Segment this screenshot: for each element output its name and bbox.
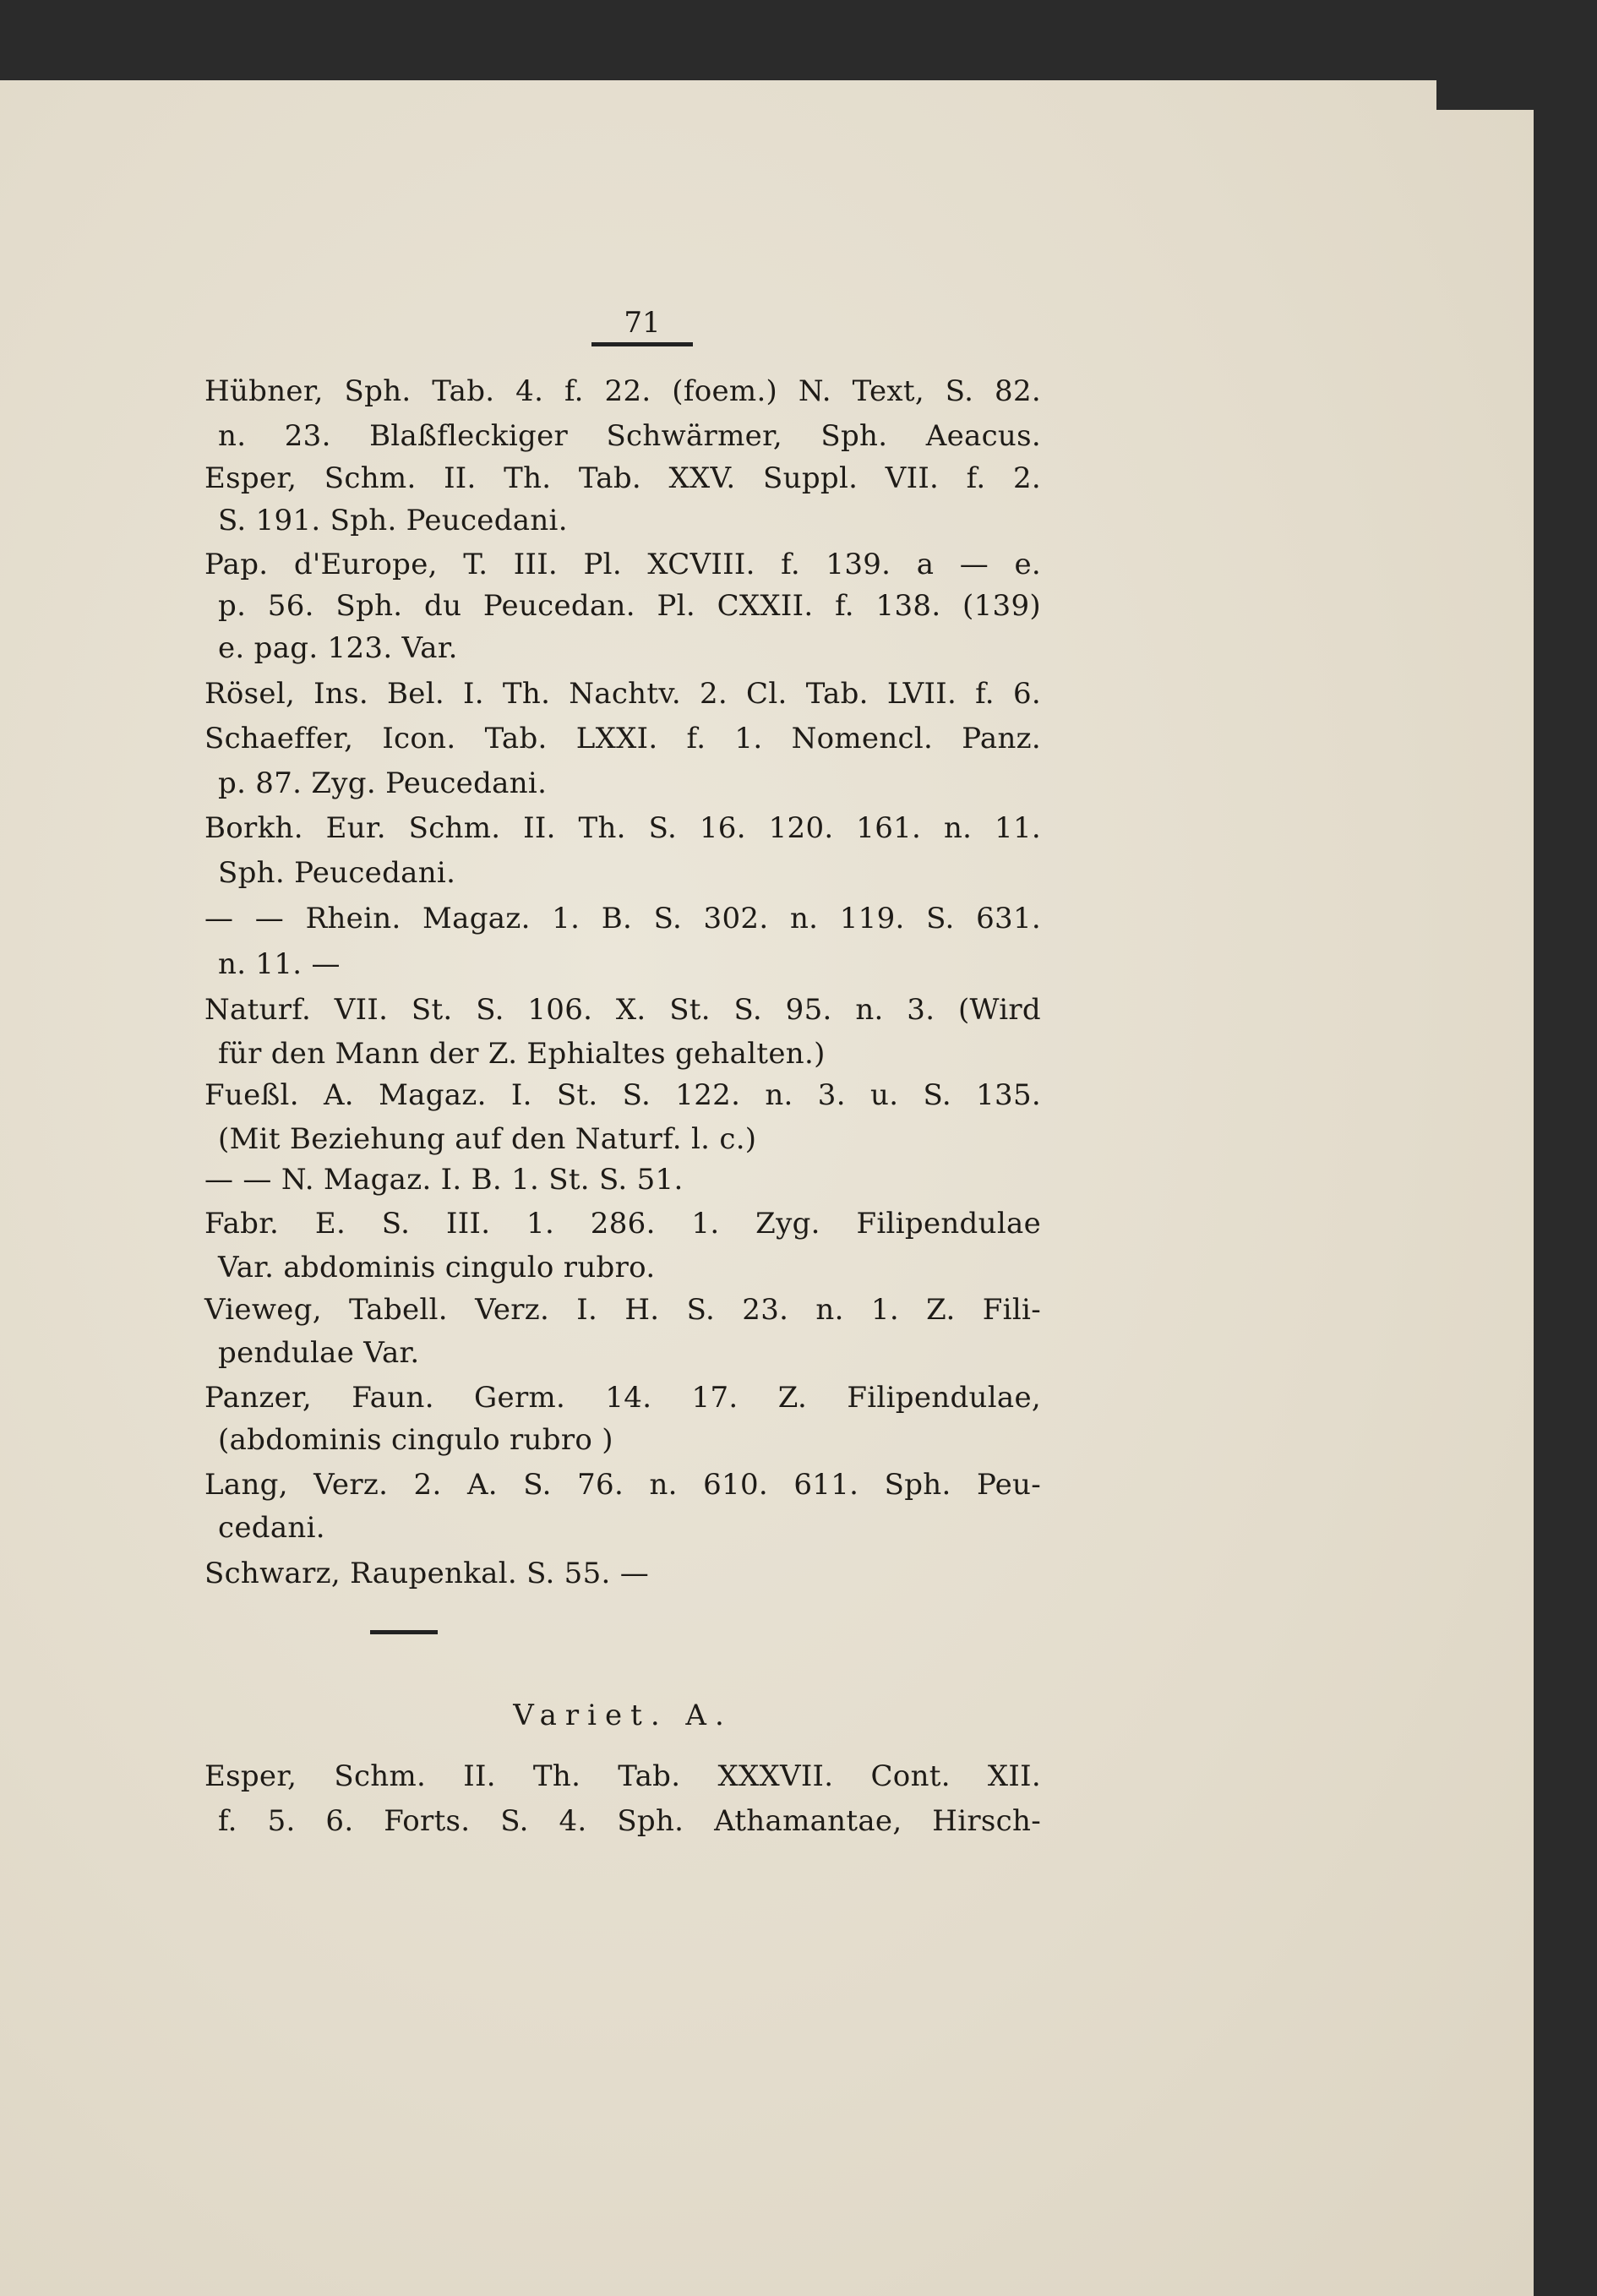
text-line: Panzer, Faun. Germ. 14. 17. Z. Filipendulae, xyxy=(204,1381,1041,1415)
text-line: e. pag. 123. Var. xyxy=(218,631,458,665)
section-heading: Variet. A. xyxy=(513,1699,733,1732)
text-line: cedani. xyxy=(218,1511,325,1545)
text-line: Fueßl. A. Magaz. I. St. S. 122. n. 3. u. S. 135. xyxy=(204,1078,1041,1112)
text-line: (Mit Beziehung auf den Naturf. l. c.) xyxy=(218,1122,757,1156)
text-line: p. 56. Sph. du Peucedan. Pl. CXXII. f. 138. (139) xyxy=(218,589,1041,623)
text-line: — — Rhein. Magaz. 1. B. S. 302. n. 119. S. 631. xyxy=(204,902,1041,935)
text-line: n. 11. — xyxy=(218,947,341,981)
text-line: Esper, Schm. II. Th. Tab. XXXVII. Cont. XII. xyxy=(204,1759,1041,1793)
text-line: Schaeffer, Icon. Tab. LXXI. f. 1. Nomencl. Panz. xyxy=(204,722,1041,755)
text-line: — — N. Magaz. I. B. 1. St. S. 51. xyxy=(204,1163,684,1197)
text-line: für den Mann der Z. Ephialtes gehalten.) xyxy=(218,1037,826,1071)
text-line: Vieweg, Tabell. Verz. I. H. S. 23. n. 1. Z. Fili- xyxy=(204,1293,1041,1327)
text-line: Lang, Verz. 2. A. S. 76. n. 610. 611. Sph. Peu- xyxy=(204,1468,1041,1502)
header-rule xyxy=(591,342,693,346)
text-line: Hübner, Sph. Tab. 4. f. 22. (foem.) N. Text, S. 82. xyxy=(204,374,1041,408)
text-line: Rösel, Ins. Bel. I. Th. Nachtv. 2. Cl. Tab. LVII. f. 6. xyxy=(204,677,1041,711)
text-line: Esper, Schm. II. Th. Tab. XXV. Suppl. VII. f. 2. xyxy=(204,461,1041,495)
text-line: Sph. Peucedani. xyxy=(218,856,456,890)
text-line: (abdominis cingulo rubro ) xyxy=(218,1423,613,1457)
text-line: Var. abdominis cingulo rubro. xyxy=(218,1251,656,1284)
scan-background xyxy=(1436,80,1534,110)
page-number: 71 xyxy=(624,306,661,340)
text-line: Fabr. E. S. III. 1. 286. 1. Zyg. Filipendulae xyxy=(204,1207,1041,1241)
text-line: pendulae Var. xyxy=(218,1336,420,1370)
text-line: S. 191. Sph. Peucedani. xyxy=(218,504,568,537)
text-line: Schwarz, Raupenkal. S. 55. — xyxy=(204,1557,650,1590)
text-line: n. 23. Blaßfleckiger Schwärmer, Sph. Aeacus. xyxy=(218,419,1041,453)
text-line: p. 87. Zyg. Peucedani. xyxy=(218,766,548,800)
text-line: Pap. d'Europe, T. III. Pl. XCVIII. f. 139. a — e. xyxy=(204,548,1041,581)
section-rule xyxy=(370,1630,438,1634)
text-line: f. 5. 6. Forts. S. 4. Sph. Athamantae, Hirsch- xyxy=(218,1804,1041,1838)
text-line: Naturf. VII. St. S. 106. X. St. S. 95. n. 3. (Wird xyxy=(204,993,1041,1027)
text-line: Borkh. Eur. Schm. II. Th. S. 16. 120. 161. n. 11. xyxy=(204,811,1041,845)
